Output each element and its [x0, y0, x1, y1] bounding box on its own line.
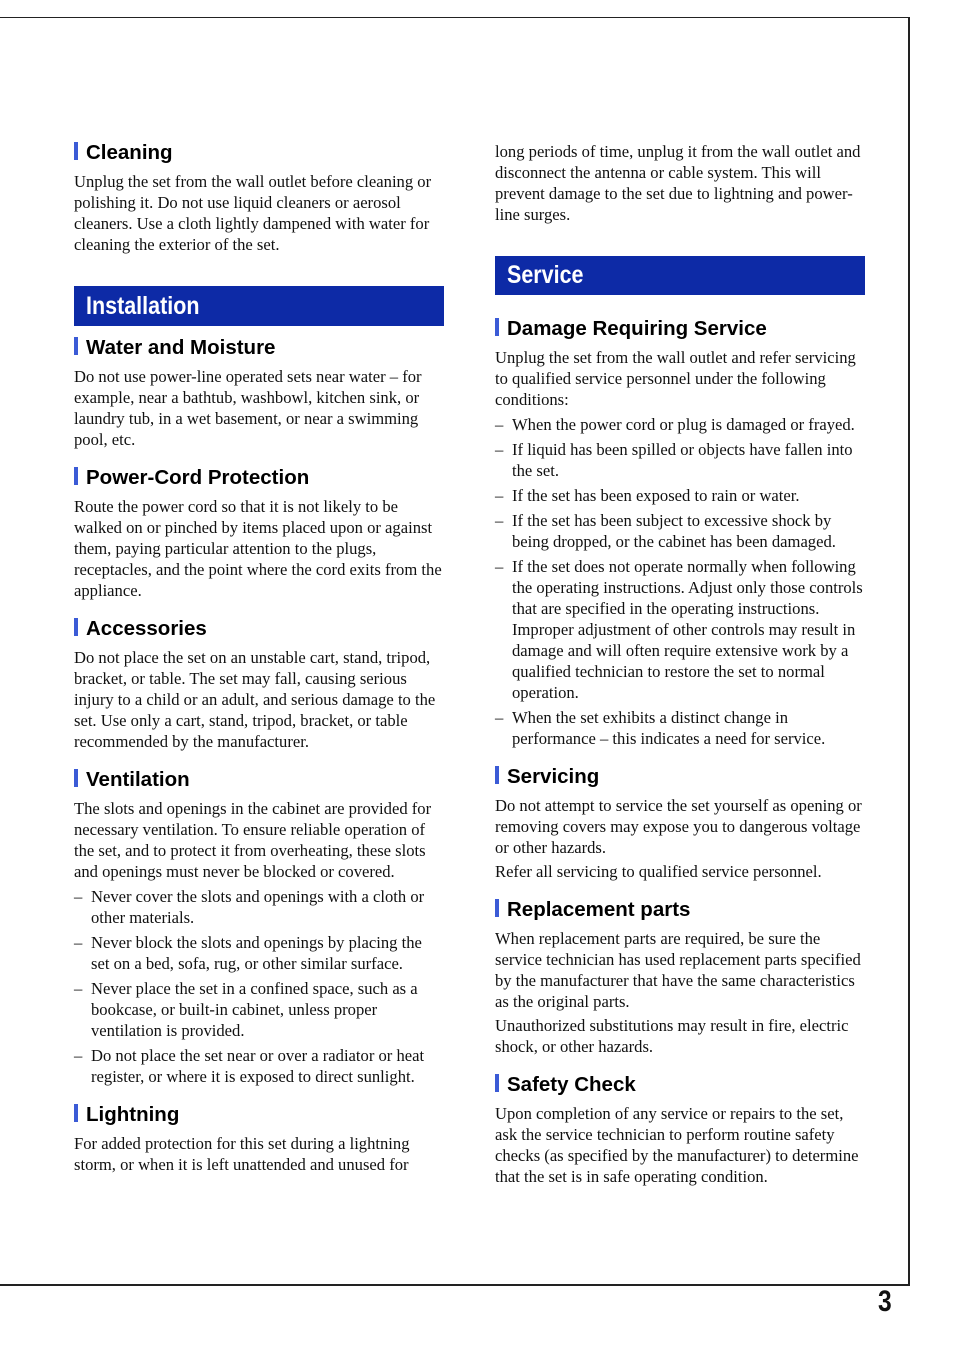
servicing-text: Do not attempt to service the set yourself as opening or removing covers may expose you to dangerous voltage or other hazards. [495, 796, 862, 857]
accessories-text: Do not place the set on an unstable cart, stand, tripod, bracket, or table. The set may fall, causing serious injury to a child or an adult, and serious damage to the set. Use only a cart, stand, tripod, bracket, or table recommended by the manufacturer. [74, 648, 436, 751]
page-border-top [0, 17, 909, 18]
damage-heading: Damage Requiring Service [495, 316, 865, 342]
servicing-heading: Servicing [495, 764, 865, 790]
damage-list [495, 414, 865, 749]
right-column [495, 141, 865, 1187]
power-cord-heading: Power-Cord Protection [74, 465, 444, 491]
accessories-heading: Accessories [74, 616, 444, 642]
ventilation-heading: Ventilation [74, 767, 444, 793]
water-text: Do not use power-line operated sets near water – for example, near a bathtub, washbowl, kitchen sink, or laundry tub, in a wet basement, or near a swimming pool, etc. [74, 367, 422, 449]
left-column [74, 140, 444, 1175]
list-item: – If the set has been subject to excessive shock by being dropped, or the cabinet has been damaged. [495, 511, 836, 551]
servicing-text-2: Refer all servicing to qualified service personnel. [495, 862, 822, 881]
installation-banner-label: Installation [86, 292, 200, 320]
list-item: – If liquid has been spilled or objects have fallen into the set. [495, 440, 853, 480]
list-item: – When the set exhibits a distinct change in performance – this indicates a need for service. [495, 708, 826, 748]
lightning-text-continued: long periods of time, unplug it from the wall outlet and disconnect the antenna or cable system. This will prevent damage to the set due to lightning and power-line surges. [495, 142, 861, 224]
water-heading: Water and Moisture [74, 335, 444, 361]
cleaning-text: Unplug the set from the wall outlet before cleaning or polishing it. Do not use liquid cleaners or aerosol cleaners. Use a cloth lightly dampened with water for cleaning the exterior of the set. [74, 172, 432, 254]
list-item: – When the power cord or plug is damaged or frayed. [495, 415, 855, 434]
list-item: – Never place the set in a confined space, such as a bookcase, or built-in cabinet, unless proper ventilation is provided. [74, 979, 418, 1040]
power-cord-text: Route the power cord so that it is not likely to be walked on or pinched by items placed upon or against them, paying particular attention to the plugs, receptacles, and the point where the cord exits from the appliance. [74, 497, 442, 600]
list-item: – Never block the slots and openings by placing the set on a bed, sofa, rug, or other similar surface. [74, 933, 422, 973]
replacement-text: When replacement parts are required, be sure the service technician has used replacement parts specified by the manufacturer that have the same characteristics as the original parts. [495, 929, 861, 1011]
list-item: – Never cover the slots and openings with a cloth or other materials. [74, 887, 425, 927]
replacement-heading: Replacement parts [495, 897, 865, 923]
page-border-bottom [0, 1284, 910, 1286]
list-item: – If the set does not operate normally when following the operating instructions. Adjust only those controls that are specified in the operating instructions. Improper adjustment of other controls may result in damage and will often require extensive work by a qualified technician to restore the set to normal operation. [495, 557, 863, 702]
ventilation-list [74, 886, 444, 1087]
safety-heading: Safety Check [495, 1072, 865, 1098]
list-item: – Do not place the set near or over a radiator or heat register, or where it is exposed to direct sunlight. [74, 1046, 425, 1086]
service-banner-label: Service [507, 261, 584, 289]
ventilation-text: The slots and openings in the cabinet are provided for necessary ventilation. To ensure reliable operation of the set, and to protect it from overheating, these slots and openings must never be blocked or covered. [74, 799, 432, 881]
service-banner [495, 256, 865, 295]
installation-banner [74, 286, 444, 326]
page-number: 3 [878, 1285, 892, 1318]
cleaning-heading: Cleaning [74, 140, 444, 166]
replacement-text-2: Unauthorized substitutions may result in fire, electric shock, or other hazards. [495, 1016, 849, 1056]
safety-text: Upon completion of any service or repairs to the set, ask the service technician to perform routine safety checks (as specified by the manufacturer) to determine that the set is in safe operating condition. [495, 1104, 859, 1186]
lightning-heading: Lightning [74, 1102, 444, 1128]
damage-text: Unplug the set from the wall outlet and refer servicing to qualified service personnel under the following conditions: [495, 348, 856, 409]
page-border-right [908, 17, 910, 1286]
list-item: – If the set has been exposed to rain or water. [495, 486, 800, 505]
lightning-text: For added protection for this set during a lightning storm, or when it is left unattended and unused for [74, 1134, 410, 1174]
